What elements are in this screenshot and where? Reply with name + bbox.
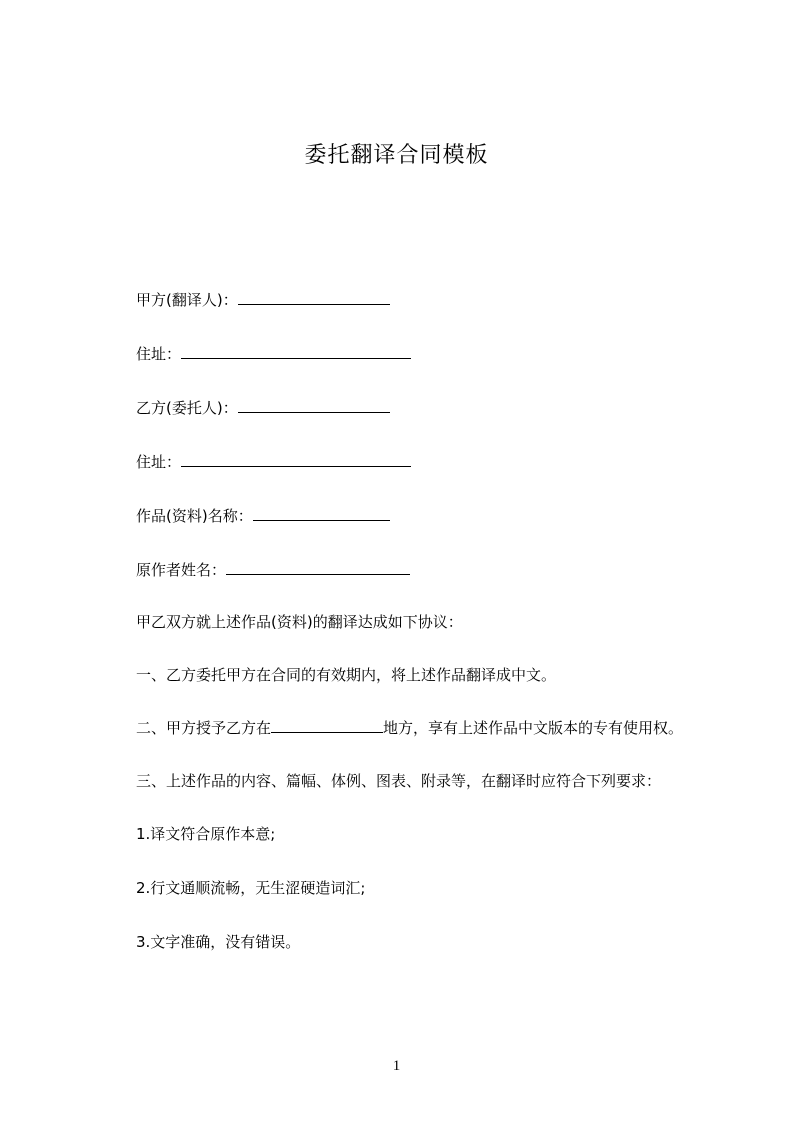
party-b-blank[interactable] (238, 398, 390, 413)
party-a-label: 甲方(翻译人)： (136, 291, 238, 309)
party-a-blank[interactable] (238, 290, 390, 305)
clause-2-after: 地方，享有上述作品中文版本的专有使用权。 (383, 719, 684, 737)
clause-1: 一、乙方委托甲方在合同的有效期内，将上述作品翻译成中文。 (136, 666, 557, 684)
work-name-blank[interactable] (253, 506, 390, 521)
clause-2-line (136, 718, 683, 738)
clause-2-before: 二、甲方授予乙方在 (136, 719, 272, 737)
agreement-intro: 甲乙双方就上述作品(资料)的翻译达成如下协议： (136, 613, 463, 631)
party-a-line (136, 290, 390, 310)
party-a-address-blank[interactable] (181, 344, 411, 359)
party-b-line (136, 398, 390, 418)
document-title: 委托翻译合同模板 (304, 143, 489, 168)
page-number: 1 (392, 1058, 401, 1074)
original-author-line (136, 560, 410, 580)
original-author-label: 原作者姓名： (136, 561, 227, 579)
clause-3: 三、上述作品的内容、篇幅、体例、图表、附录等，在翻译时应符合下列要求： (136, 772, 662, 790)
requirement-1: 1.译文符合原作本意; (136, 825, 276, 843)
work-name-line (136, 506, 390, 526)
party-b-address-label: 住址： (136, 453, 182, 471)
requirement-3: 3.文字准确，没有错误。 (136, 933, 301, 951)
party-a-address-label: 住址： (136, 345, 182, 363)
work-name-label: 作品(资料)名称： (136, 507, 253, 525)
requirement-2: 2.行文通顺流畅，无生涩硬造词汇; (136, 879, 366, 897)
party-b-label: 乙方(委托人)： (136, 399, 238, 417)
party-b-address-line (136, 452, 411, 472)
party-a-address-line (136, 344, 411, 364)
original-author-blank[interactable] (226, 560, 410, 575)
clause-2-region-blank[interactable] (271, 718, 383, 733)
party-b-address-blank[interactable] (181, 452, 411, 467)
